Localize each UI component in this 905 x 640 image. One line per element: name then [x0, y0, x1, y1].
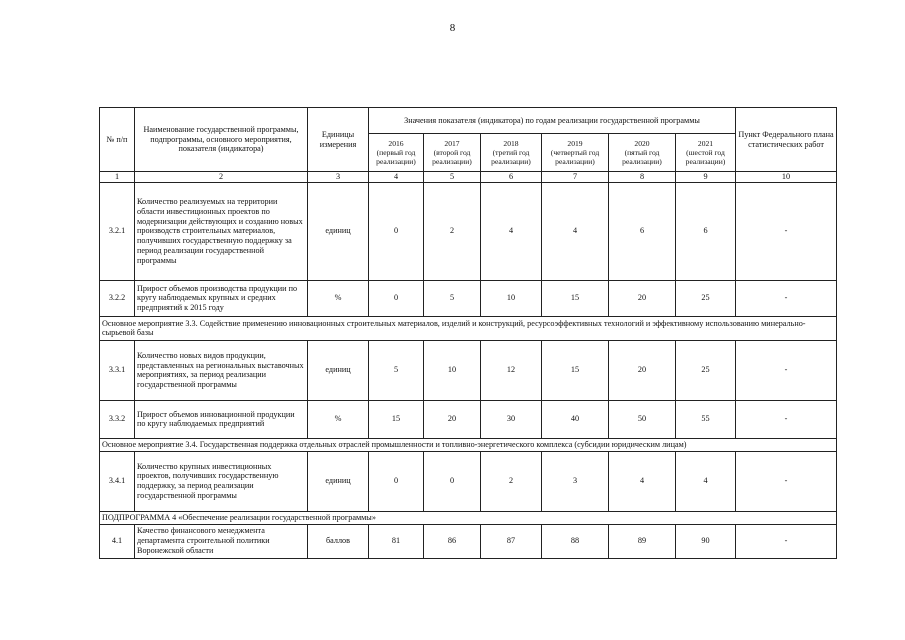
header-name: Наименование государственной программы, подпрограммы, основного мероприятия, показателя (индикатора) [135, 108, 308, 172]
year-value-cell: 89 [609, 524, 676, 558]
header-year-value: 2018 [503, 138, 519, 148]
table-row [100, 280, 837, 316]
year-value-cell: 50 [609, 400, 676, 438]
header-year-value: 2017 [444, 138, 460, 148]
year-value-cell: 2 [424, 182, 481, 280]
year-value-cell: 4 [542, 182, 609, 280]
indicator-name: Прирост объемов инновационной продукции по кругу наблюдаемых предприятий [135, 400, 308, 438]
column-number: 9 [676, 172, 736, 183]
year-value-cell: 3 [542, 451, 609, 511]
indicators-table [99, 107, 837, 559]
year-value-cell: 15 [542, 340, 609, 400]
header-num: № п/п [100, 108, 135, 172]
year-value-cell: 25 [676, 280, 736, 316]
year-value-cell: 6 [676, 182, 736, 280]
year-value-cell: 10 [424, 340, 481, 400]
year-value-cell: 90 [676, 524, 736, 558]
year-value-cell: 6 [609, 182, 676, 280]
table-row [100, 524, 837, 558]
header-year-value: 2016 [388, 138, 404, 148]
header-year-sub: (первый год реализации) [376, 147, 416, 167]
header-year [542, 134, 609, 172]
year-value-cell: 12 [481, 340, 542, 400]
indicator-name: Количество новых видов продукции, представленных на региональных выставочных мероприятиях, за период реализации государственной программы [135, 340, 308, 400]
year-value-cell: 2 [481, 451, 542, 511]
indicator-name: Прирост объемов производства продукции по кругу наблюдаемых крупных и средних предприятий к 2015 году [135, 280, 308, 316]
unit-cell: единиц [308, 182, 369, 280]
year-value-cell: 20 [424, 400, 481, 438]
year-value-cell: 4 [676, 451, 736, 511]
row-number: 3.3.1 [100, 340, 135, 400]
unit-cell: баллов [308, 524, 369, 558]
header-unit: Единицы измерения [308, 108, 369, 172]
year-value-cell: 0 [369, 280, 424, 316]
year-value-cell: 10 [481, 280, 542, 316]
year-value-cell: 0 [369, 451, 424, 511]
row-number: 3.4.1 [100, 451, 135, 511]
row-number: 3.3.2 [100, 400, 135, 438]
header-year-sub: (шестой год реализации) [685, 147, 726, 167]
header-year [609, 134, 676, 172]
year-value-cell: 30 [481, 400, 542, 438]
federal-plan-cell: - [736, 451, 837, 511]
table-row [100, 451, 837, 511]
table-row [100, 340, 837, 400]
year-value-cell: 5 [369, 340, 424, 400]
year-value-cell: 86 [424, 524, 481, 558]
unit-cell: % [308, 280, 369, 316]
row-number: 3.2.1 [100, 182, 135, 280]
header-year-value: 2020 [634, 138, 650, 148]
row-number: 4.1 [100, 524, 135, 558]
year-value-cell: 4 [609, 451, 676, 511]
section-title: Основное мероприятие 3.4. Государственная поддержка отдельных отраслей промышленности и топливно-энергетического комплекса (субсидии юридическим лицам) [100, 438, 837, 451]
header-year [369, 134, 424, 172]
header-year-value: 2019 [567, 138, 583, 148]
year-value-cell: 5 [424, 280, 481, 316]
header-year-sub: (второй год реализации) [432, 147, 472, 167]
column-number: 8 [609, 172, 676, 183]
indicator-name: Количество реализуемых на территории области инвестиционных проектов по модернизации действующих и созданию новых производств строительных материалов, получивших государственную поддержку за период реализации государственной программы [135, 182, 308, 280]
year-value-cell: 20 [609, 340, 676, 400]
year-value-cell: 40 [542, 400, 609, 438]
year-value-cell: 0 [424, 451, 481, 511]
year-value-cell: 88 [542, 524, 609, 558]
column-number: 2 [135, 172, 308, 183]
federal-plan-cell: - [736, 280, 837, 316]
federal-plan-cell: - [736, 524, 837, 558]
unit-cell: единиц [308, 340, 369, 400]
section-title: Основное мероприятие 3.3. Содействие применению инновационных строительных материалов, изделий и конструкций, ресурсоэффективных технологий и эффективному использованию минерально-сырьевой базы [100, 316, 837, 340]
federal-plan-cell: - [736, 400, 837, 438]
year-value-cell: 20 [609, 280, 676, 316]
year-value-cell: 15 [542, 280, 609, 316]
header-year [676, 134, 736, 172]
header-year-value: 2021 [697, 138, 714, 148]
unit-cell: единиц [308, 451, 369, 511]
federal-plan-cell: - [736, 182, 837, 280]
section-row [100, 511, 837, 524]
section-row [100, 316, 837, 340]
indicator-name: Качество финансового менеджмента департамента строительной политики Воронежской области [135, 524, 308, 558]
column-number: 4 [369, 172, 424, 183]
section-row [100, 438, 837, 451]
year-value-cell: 4 [481, 182, 542, 280]
column-number: 7 [542, 172, 609, 183]
row-number: 3.2.2 [100, 280, 135, 316]
year-value-cell: 25 [676, 340, 736, 400]
page-number: 8 [449, 22, 456, 34]
column-number: 6 [481, 172, 542, 183]
column-number: 5 [424, 172, 481, 183]
header-federal: Пункт Федерального плана статистических работ [736, 108, 837, 172]
year-value-cell: 87 [481, 524, 542, 558]
year-value-cell: 0 [369, 182, 424, 280]
year-value-cell: 81 [369, 524, 424, 558]
header-year-sub: (пятый год реализации) [622, 147, 662, 167]
header-year-sub: (третий год реализации) [491, 147, 531, 167]
federal-plan-cell: - [736, 340, 837, 400]
header-year [481, 134, 542, 172]
indicator-name: Количество крупных инвестиционных проектов, получивших государственную поддержку, за период реализации государственной программы [135, 451, 308, 511]
column-number: 3 [308, 172, 369, 183]
year-value-cell: 55 [676, 400, 736, 438]
header-year [424, 134, 481, 172]
header-year-sub: (четвертый год реализации) [550, 147, 600, 167]
unit-cell: % [308, 400, 369, 438]
table-row [100, 400, 837, 438]
header-values-title: Значения показателя (индикатора) по годам реализации государственной программы [369, 108, 736, 134]
year-value-cell: 15 [369, 400, 424, 438]
column-number: 1 [100, 172, 135, 183]
table-row [100, 182, 837, 280]
section-title: ПОДПРОГРАММА 4 «Обеспечение реализации государственной программы» [100, 511, 837, 524]
column-number: 10 [736, 172, 837, 183]
